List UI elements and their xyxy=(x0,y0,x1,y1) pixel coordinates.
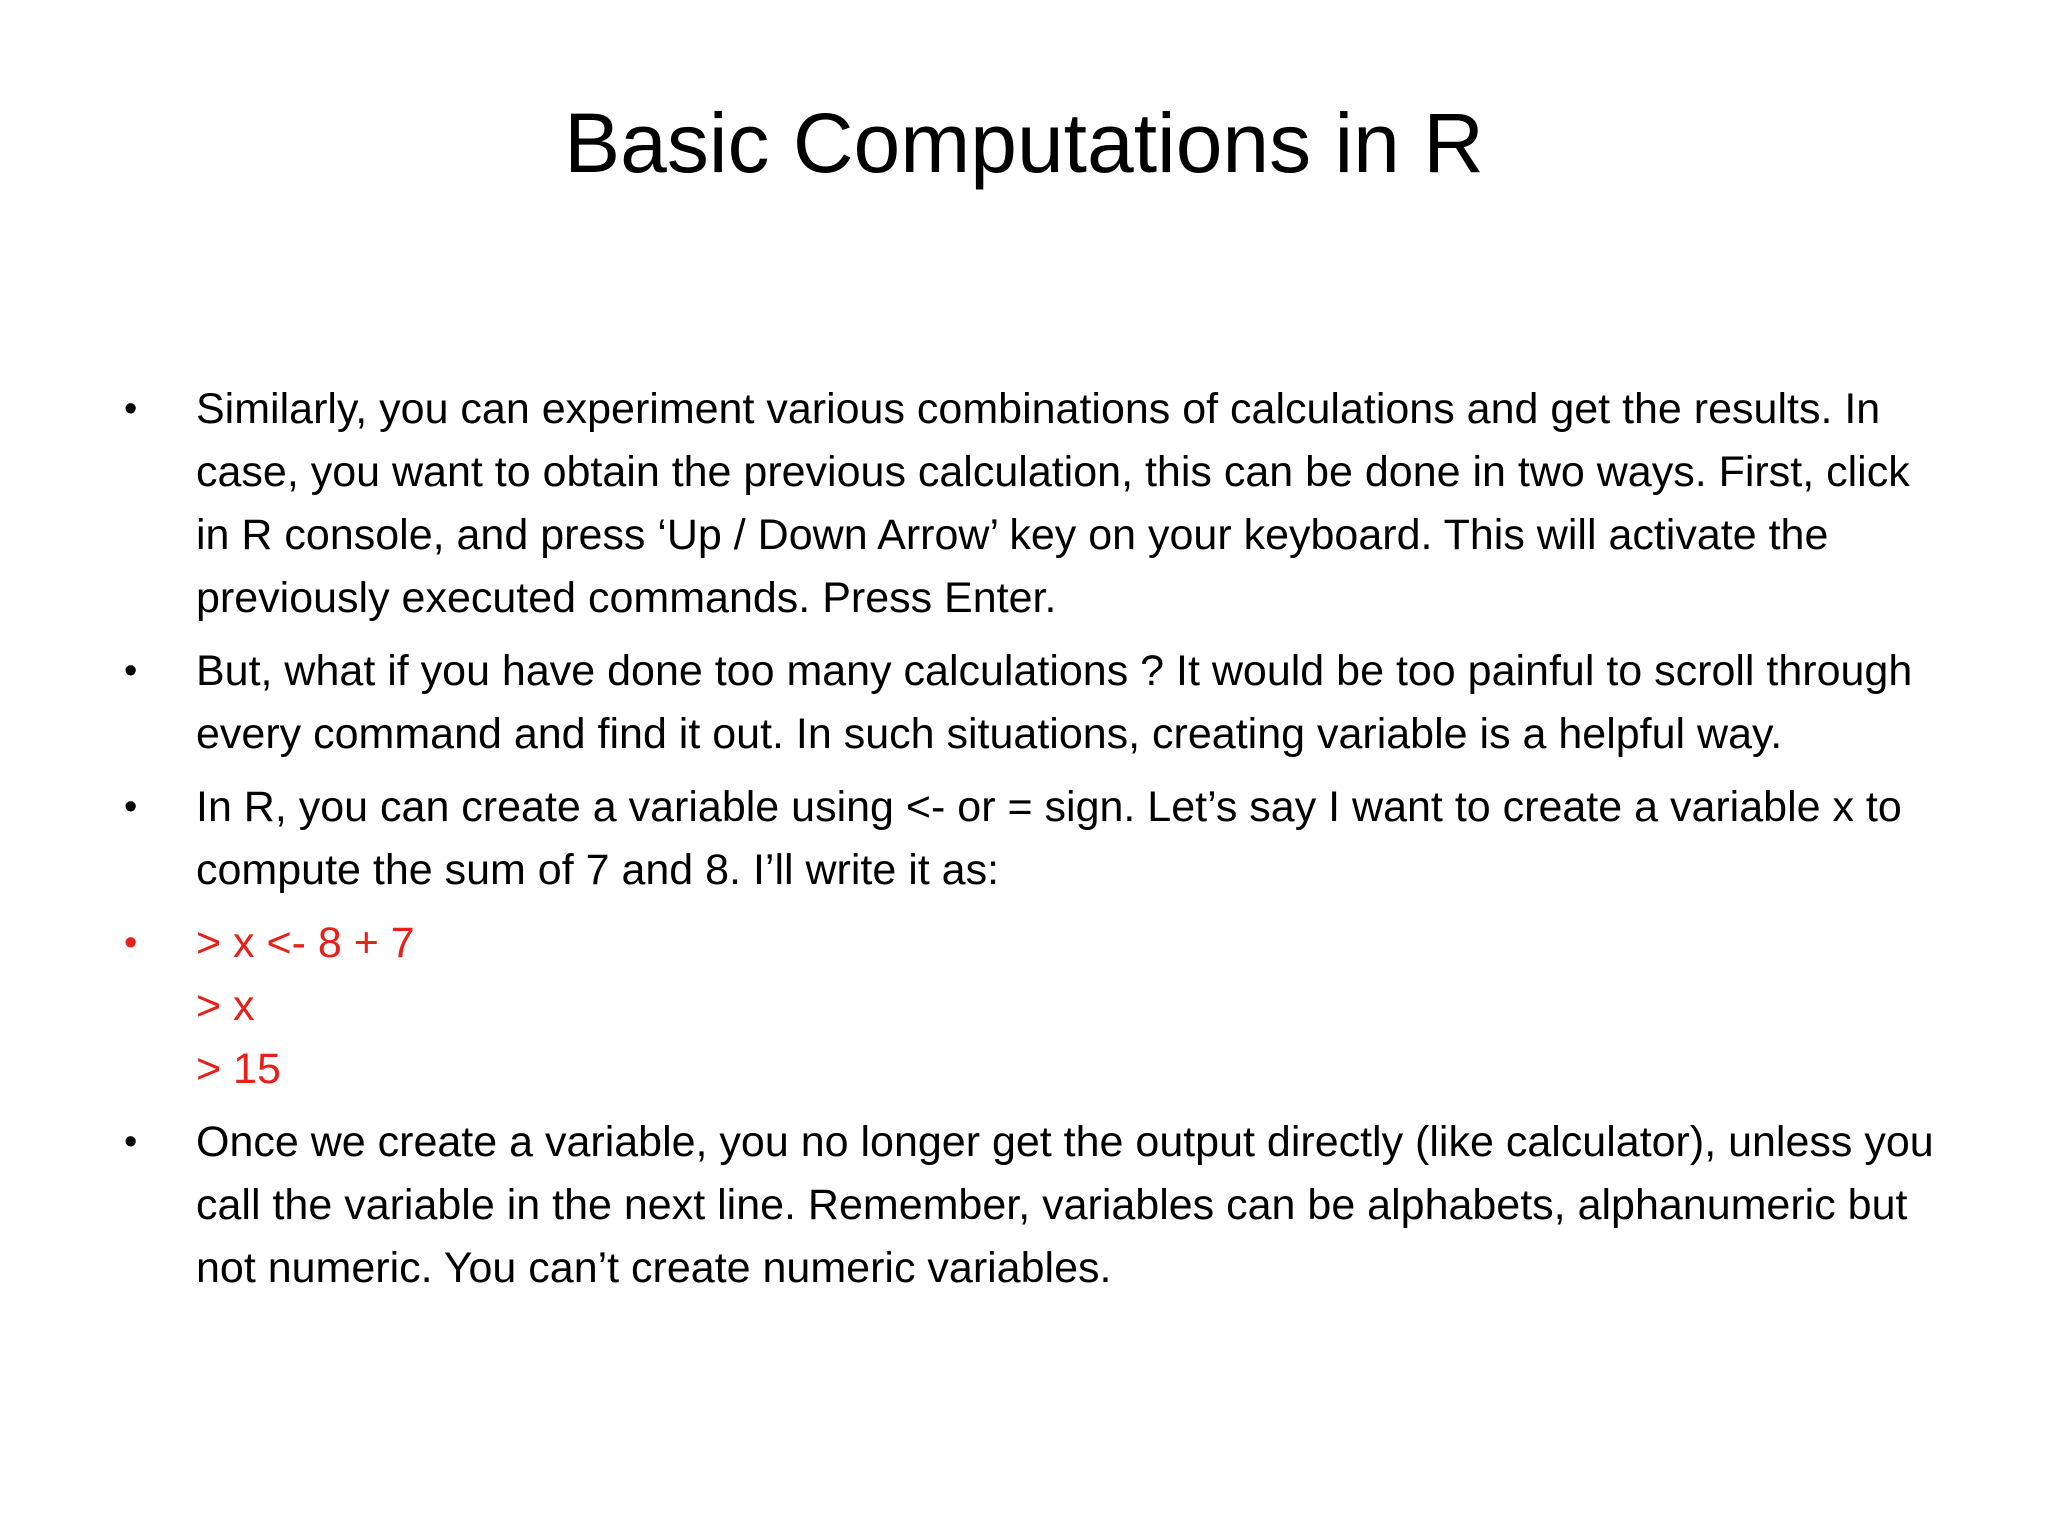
bullet-item xyxy=(120,776,1950,902)
bullet-item xyxy=(120,378,1950,630)
bullet-list xyxy=(120,378,1950,1310)
code-line: > x <- 8 + 7 xyxy=(196,919,415,967)
bullet-text: Once we create a variable, you no longer get the output directly (like calculator), unless you call the variable in the next line. Remember, variables can be alphabets, alphanumeric but not numeric. You can’t create numeric variables. xyxy=(196,1118,1934,1292)
bullet-text: But, what if you have done too many calculations ? It would be too painful to scroll through every command and find it out. In such situations, creating variable is a helpful way. xyxy=(196,647,1913,758)
bullet-dot-icon: • xyxy=(124,650,138,692)
bullet-dot-icon: • xyxy=(124,922,138,964)
code-line: > 15 xyxy=(196,1045,281,1093)
bullet-text: Similarly, you can experiment various combinations of calculations and get the results. In case, you want to obtain the previous calculation, this can be done in two ways. First, click in R console, and press ‘Up / Down Arrow’ key on your keyboard. This will activate the previously executed commands. Press Enter. xyxy=(196,385,1910,622)
bullet-dot-icon: • xyxy=(124,786,138,828)
bullet-item xyxy=(120,1111,1950,1300)
slide-title: Basic Computations in R xyxy=(564,96,1484,190)
code-example-item xyxy=(120,912,1950,1101)
bullet-dot-icon: • xyxy=(124,388,138,430)
bullet-text: In R, you can create a variable using <- or = sign. Let’s say I want to create a variable x to compute the sum of 7 and 8. I’ll write it as: xyxy=(196,783,1902,894)
code-example xyxy=(196,912,1950,1101)
bullet-item xyxy=(120,640,1950,766)
code-line: > x xyxy=(196,982,255,1030)
bullet-dot-icon: • xyxy=(124,1121,138,1163)
